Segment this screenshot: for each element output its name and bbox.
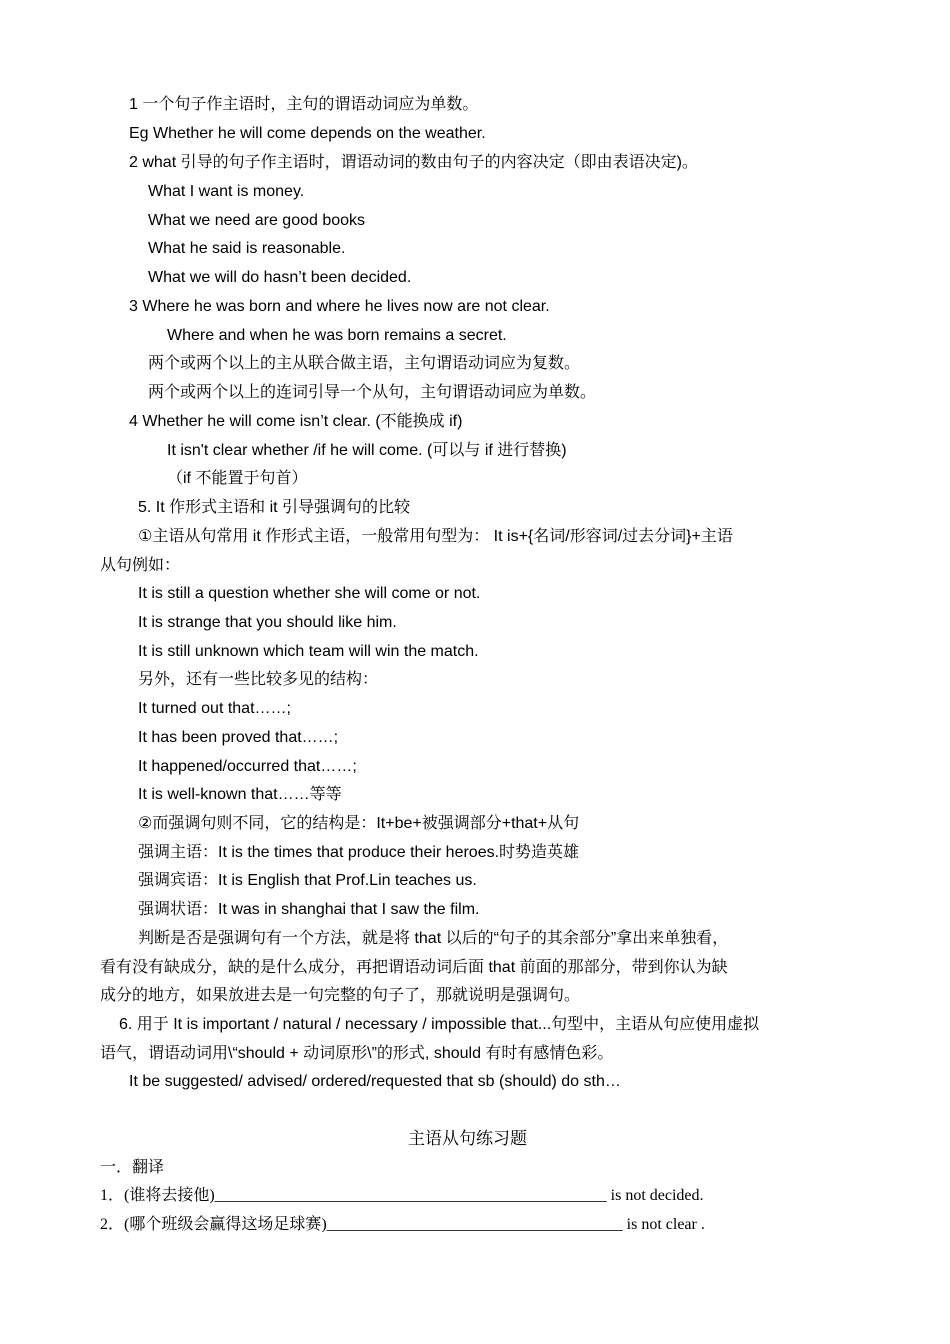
judgement-line-1: 判断是否是强调句有一个方法，就是将 that 以后的“句子的其余部分”拿出来单独看，	[138, 930, 729, 947]
emphasis-adverbial: 强调状语：It was in shanghai that I saw the film.	[138, 901, 480, 918]
rule-6-line-2: 语气，谓语动词用\“should + 动词原形\”的形式, should 有时有感情色彩。	[100, 1045, 614, 1062]
rule-1-example: Eg Whether he will come depends on the weather.	[129, 125, 486, 142]
rule-2-example-3: What he said is reasonable.	[148, 240, 346, 257]
rule-5-point-2: ②而强调句则不同，它的结构是：It+be+被强调部分+that+从句	[138, 815, 580, 832]
rule-3-example-2: Where and when he was born remains a secret.	[167, 327, 507, 344]
structure-4: It is well-known that……等等	[138, 786, 342, 803]
rule-1: 1 一个句子作主语时，主句的谓语动词应为单数。	[129, 96, 479, 113]
rule-5-point-1-cont: 从句例如：	[100, 557, 181, 574]
exercise-section: 一．翻译	[100, 1159, 165, 1176]
rule-3-note-1: 两个或两个以上的主从联合做主语，主句谓语动词应为复数。	[148, 355, 581, 372]
rule-5-example-1: It is still a question whether she will come or not.	[138, 585, 481, 602]
judgement-line-3: 成分的地方，如果放进去是一句完整的句子了，那就说明是强调句。	[100, 987, 581, 1004]
rule-4-note: （if 不能置于句首）	[167, 470, 308, 487]
rule-2-example-2: What we need are good books	[148, 212, 366, 229]
emphasis-subject: 强调主语：It is the times that produce their heroes.时势造英雄	[138, 844, 580, 861]
rule-5-point-1: ①主语从句常用 it 作形式主语，一般常用句型为： It is+{名词/形容词/过去分词}+主语	[138, 528, 733, 545]
exercise-title: 主语从句练习题	[408, 1129, 527, 1148]
rule-6-line-1: 6. 用于 It is important / natural / necessary / impossible that...句型中，主语从句应使用虚拟	[119, 1016, 760, 1033]
rule-2: 2 what 引导的句子作主语时，谓语动词的数由句子的内容决定（即由表语决定)。	[129, 154, 698, 171]
emphasis-object: 强调宾语：It is English that Prof.Lin teaches us.	[138, 872, 477, 889]
rule-3-example-1: 3 Where he was born and where he lives now are not clear.	[129, 298, 550, 315]
rule-4-example-1: 4 Whether he will come isn’t clear. (不能换成 if)	[129, 413, 463, 430]
rule-5-example-3: It is still unknown which team will win the match.	[138, 643, 479, 660]
structure-2: It has been proved that……;	[138, 729, 339, 746]
rule-2-example-4: What we will do hasn’t been decided.	[148, 269, 412, 286]
structure-3: It happened/occurred that……;	[138, 758, 357, 775]
rule-6-example: It be suggested/ advised/ ordered/requested that sb (should) do sth…	[129, 1073, 621, 1090]
rule-4-example-2: It isn't clear whether /if he will come. (可以与 if 进行替换)	[167, 442, 567, 459]
rule-3-note-2: 两个或两个以上的连词引导一个从句，主句谓语动词应为单数。	[148, 384, 597, 401]
structure-1: It turned out that……;	[138, 700, 291, 717]
exercise-item-1: 1．(谁将去接他)_________________________________________________ is not decided.	[100, 1187, 704, 1204]
rule-2-example-1: What I want is money.	[148, 183, 305, 200]
judgement-line-2: 看有没有缺成分，缺的是什么成分，再把谓语动词后面 that 前面的那部分，带到你认为缺	[100, 959, 728, 976]
rule-5-example-2: It is strange that you should like him.	[138, 614, 397, 631]
rule-5-heading: 5. It 作形式主语和 it 引导强调句的比较	[138, 499, 411, 516]
rule-5-more: 另外，还有一些比较多见的结构：	[138, 671, 379, 688]
exercise-item-2: 2．(哪个班级会赢得这场足球赛)_____________________________________ is not clear .	[100, 1216, 705, 1233]
